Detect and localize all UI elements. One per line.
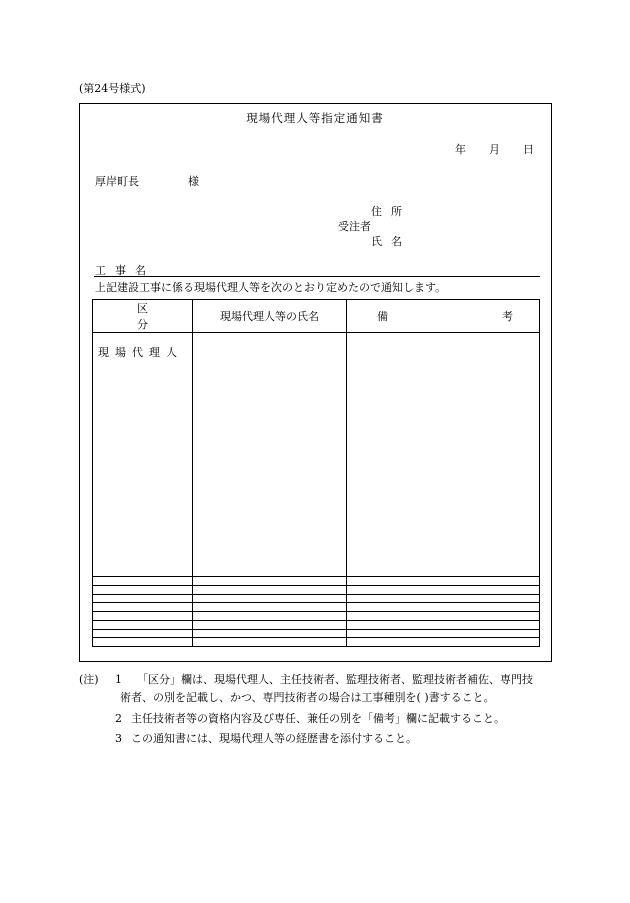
table-row (93, 594, 540, 603)
note-number: 3 (115, 732, 122, 745)
cell-category[interactable] (93, 620, 193, 629)
cell-agent-name[interactable] (193, 577, 347, 586)
cell-category[interactable] (93, 629, 193, 638)
note-text: 「区分」欄は、現場代理人、主任技術者、監理技術者、監理技術者補佐、専門技 (137, 673, 533, 686)
notice-text: 上記建設工事に係る現場代理人等を次のとおり定めたので通知します。 (95, 281, 447, 294)
table-row (93, 333, 540, 577)
contractor-address-label: 住所 (371, 205, 411, 218)
cell-remarks[interactable] (347, 577, 540, 586)
table-row (93, 620, 540, 629)
table-row (93, 585, 540, 594)
cell-agent-name[interactable] (193, 603, 347, 612)
cell-agent-name[interactable] (193, 585, 347, 594)
work-name-label: 工事名 (95, 264, 155, 277)
cell-category[interactable] (93, 585, 193, 594)
contractor-name-label: 氏名 (371, 235, 411, 248)
cell-category[interactable]: 現場代理人 (93, 333, 193, 577)
cell-category[interactable] (93, 638, 193, 647)
cell-remarks[interactable] (347, 629, 540, 638)
addressee-honorific: 様 (188, 175, 199, 188)
cell-remarks[interactable] (347, 603, 540, 612)
cell-agent-name[interactable] (193, 612, 347, 621)
work-name-underline (94, 276, 540, 277)
cell-category[interactable] (93, 603, 193, 612)
header-agent-name: 現場代理人等の氏名 (193, 300, 347, 333)
table-row (93, 603, 540, 612)
note-text-continuation: 術者、の別を記載し、かつ、専門技術者の場合は工事種別を( )書すること。 (120, 691, 495, 704)
contractor-label: 受注者 (338, 220, 371, 233)
table-row (93, 577, 540, 586)
cell-remarks[interactable] (347, 594, 540, 603)
cell-remarks[interactable] (347, 620, 540, 629)
cell-category[interactable] (93, 577, 193, 586)
cell-remarks[interactable] (347, 333, 540, 577)
header-remarks-part1: 備 (377, 310, 388, 323)
cell-category[interactable] (93, 612, 193, 621)
notes-heading: (注) (79, 673, 99, 686)
cell-remarks[interactable] (347, 612, 540, 621)
agent-table (92, 299, 540, 647)
document-title: 現場代理人等指定通知書 (246, 111, 384, 125)
note-number: 1 (115, 673, 122, 686)
table-header-row (93, 300, 540, 333)
cell-agent-name[interactable] (193, 620, 347, 629)
table-row (93, 629, 540, 638)
cell-agent-name[interactable] (193, 333, 347, 577)
cell-agent-name[interactable] (193, 629, 347, 638)
header-category: 区分 (93, 300, 193, 333)
cell-remarks[interactable] (347, 585, 540, 594)
note-text: 主任技術者等の資格内容及び専任、兼任の別を「備考」欄に記載すること。 (131, 712, 505, 725)
date-year-label: 年 (455, 143, 466, 156)
note-number: 2 (115, 712, 122, 725)
form-number: (第24号様式) (79, 82, 146, 95)
note-text: この通知書には、現場代理人等の経歴書を添付すること。 (131, 732, 417, 745)
cell-agent-name[interactable] (193, 594, 347, 603)
table-row (93, 612, 540, 621)
cell-remarks[interactable] (347, 638, 540, 647)
date-day-label: 日 (523, 143, 534, 156)
cell-category[interactable] (93, 594, 193, 603)
header-remarks (347, 300, 540, 333)
header-remarks-part2: 考 (502, 310, 513, 323)
date-month-label: 月 (489, 143, 500, 156)
cell-agent-name[interactable] (193, 638, 347, 647)
table-row (93, 638, 540, 647)
addressee-name: 厚岸町長 (95, 175, 139, 188)
